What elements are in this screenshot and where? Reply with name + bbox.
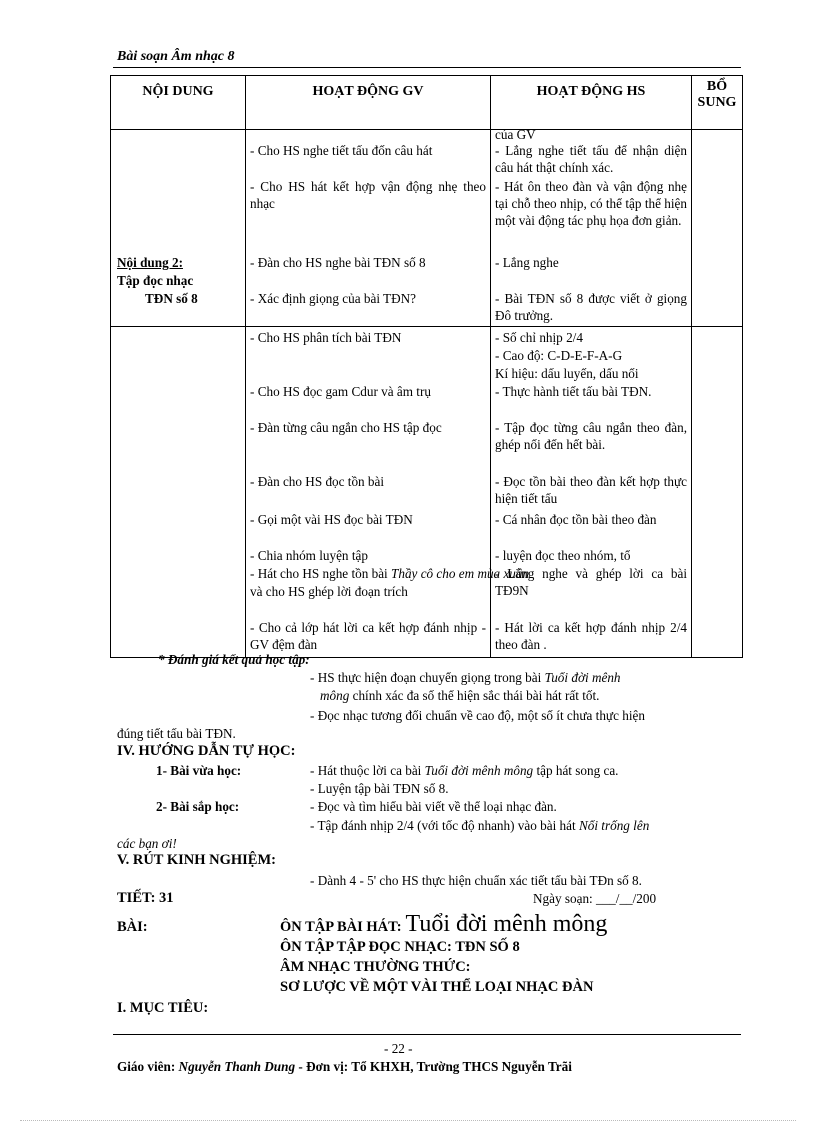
next-line2-a: - Tập đánh nhịp 2/4 (với tốc độ nhanh) vào bài hát [310,818,576,833]
assessment-line2-text: chính xác đa số thể hiện sắc thái bài hát rất tốt. [352,688,600,703]
lesson-line2: ÔN TẬP TẬP ĐỌC NHẠC: TĐN SỐ 8 [280,939,520,955]
learned-line1-c: tập hát song ca. [536,763,619,778]
row2-hs-item: - Cao độ: C-D-E-F-A-G [495,348,623,363]
row2-gv-item: - Cho HS phân tích bài TĐN [250,330,402,345]
assessment-line1-text: - HS thực hiện đoạn chuyển giọng trong bài [310,670,542,685]
row1-hs-item: - Hát ôn theo đàn và vận động nhẹ tại chỗ theo nhịp, có thể tập thể hiện một vài động tác phụ họa đơn giản. [495,179,687,228]
row2-gv-item: - Cho HS đọc gam Cdur và âm trụ [250,384,431,399]
song-title-learned: Tuổi đời mênh mông [424,763,534,778]
table-row [111,130,743,327]
footer-rule [113,1034,741,1035]
lesson-line1 [280,911,607,938]
row2-gv-item: - Đàn cho HS đọc tồn bài [250,474,385,489]
row2-hs-item: - Lắng nghe và ghép lời ca bài TĐ9N [495,566,687,598]
row2-gv-item [250,565,529,582]
table-header-row [111,76,743,130]
page-number: - 22 - [384,1041,413,1056]
footer-gv-label: Giáo viên: [117,1059,176,1074]
experience-line: - Dành 4 - 5' cho HS thực hiện chuẩn xác tiết tấu bài TĐn số 8. [310,873,642,888]
table-row [111,327,743,658]
lesson-line1-a: ÔN TẬP BÀI HÁT: [280,919,402,935]
row2-hs-item: - Số chỉ nhịp 2/4 [495,330,583,345]
row1-gv [246,130,491,327]
assessment-line2 [320,687,599,705]
next-line2 [310,817,649,835]
row1-hs-item: - Bài TĐN số 8 được viết ở giọng Đô trưởng. [495,291,687,323]
row2-gv-item: - Đàn từng câu ngắn cho HS tập đọc [250,420,442,435]
next-line3: các bạn ơi! [117,836,177,851]
learned-line1-a: - Hát thuộc lời ca bài [310,763,422,778]
footer-teacher [117,1058,572,1076]
row2-hs-item: - luyện đọc theo nhóm, tổ [495,548,631,563]
learned-label: 1- Bài vừa học: [156,763,242,778]
date-label: Ngày soạn: ___/__/200 [533,891,657,906]
row2-hs-item: - Thực hành tiết tấu bài TĐN. [495,384,652,399]
noi-dung-label: Nội dung 2: [117,255,183,270]
tiet-label: TIẾT: 31 [117,890,174,906]
song-title-main: Tuổi đời mênh mông [405,911,608,937]
col-hoat-dong-gv: HOẠT ĐỘNG GV [246,76,491,130]
lesson-line3: ÂM NHẠC THƯỜNG THỨC: [280,959,471,975]
assessment-line3: - Đọc nhạc tương đối chuẩn về cao độ, một số ít chưa thực hiện [310,708,645,723]
row1-gv-item: - Xác định giọng của bài TĐN? [250,291,417,306]
row2-gv-song-intro: - Hát cho HS nghe tồn bài [250,566,388,581]
row2-gv-item: - Cho cả lớp hát lời ca kết hợp đánh nhịp - GV đệm đàn [250,620,486,652]
noi-dung-line2: Tập đọc nhạc [117,273,194,288]
learned-line1 [310,762,618,780]
row2-gv-item: và cho HS ghép lời đoạn trích [250,584,408,599]
lesson-table [110,75,743,658]
row2-hs-item: - Hát lời ca kết hợp đánh nhịp 2/4 theo đàn . [495,620,687,652]
document-header: Bài soạn Âm nhạc 8 [117,49,235,64]
next-label: 2- Bài sắp học: [156,799,240,814]
row1-gv-item: - Đàn cho HS nghe bài TĐN số 8 [250,255,426,270]
objective-heading: I. MỤC TIÊU: [117,1000,209,1016]
assessment-line4: đúng tiết tấu bài TĐN. [117,726,236,741]
section-experience: V. RÚT KINH NGHIỆM: [117,852,276,868]
row2-gv [246,327,530,658]
row2-hs-item: - Cá nhân đọc tồn bài theo đàn [495,512,657,527]
bai-label: BÀI: [117,919,148,935]
noi-dung-line3: TĐN số 8 [145,291,198,306]
row1-hs-item: - Lắng nghe tiết tấu để nhận diện câu hát thật chính xác. [495,143,687,175]
song-title-tuoi-doi: Tuổi đời mênh [544,670,621,685]
header-rule [113,67,741,68]
row2-hs [491,327,692,658]
footer-gv-name: Nguyễn Thanh Dung [178,1059,296,1074]
assessment-heading: * Đánh giá kết quả học tập: [158,652,310,667]
col-bo-sung [692,76,743,130]
row1-bo-sung [692,130,743,327]
row1-hs [491,127,692,327]
row1-hs-item: - Lắng nghe [495,255,559,270]
row1-gv-item: - Cho HS nghe tiết tấu đốn câu hát [250,143,433,158]
page-edge-rule [20,1120,796,1121]
col-noi-dung: NỘI DUNG [111,76,246,130]
song-title-noi-trong: Nổi trống lên [578,818,650,833]
learned-line2: - Luyện tập bài TĐN số 8. [310,781,449,796]
row2-gv-item: - Chia nhóm luyện tập [250,548,368,563]
section-self-study: IV. HƯỚNG DẪN TỰ HỌC: [117,743,296,759]
lesson-line4: SƠ LƯỢC VỀ MỘT VÀI THỂ LOẠI NHẠC ĐÀN [280,979,594,995]
song-title-thay-co: Thầy cô cho em mùa xuân [391,566,530,581]
col-hoat-dong-hs: HOẠT ĐỘNG HS [491,76,692,130]
row2-hs-item: - Tập đọc từng câu ngắn theo đàn, ghép nối đến hết bài. [495,420,687,452]
row2-hs-item: Kí hiệu: dấu luyến, dấu nối [495,366,639,381]
row1-noi-dung [111,130,246,327]
col-bo-sung-label: BỔ SUNG [697,79,737,110]
row1-gv-item: - Cho HS hát kết hợp vận động nhẹ theo nhạc [250,179,486,211]
row2-bo-sung [692,327,743,658]
row1-hs-item: của GV [495,127,536,142]
row2-noi-dung [111,327,246,658]
song-title-mong: mông [320,688,350,703]
row2-hs-item: - Đọc tồn bài theo đàn kết hợp thực hiện tiết tấu [495,474,687,506]
assessment-line1 [310,669,621,687]
next-line1: - Đọc và tìm hiểu bài viết về thể loại nhạc đàn. [310,799,557,814]
row2-gv-item: - Gọi một vài HS đọc bài TĐN [250,512,413,527]
footer-unit: - Đơn vị: Tổ KHXH, Trường THCS Nguyễn Trãi [298,1059,572,1074]
